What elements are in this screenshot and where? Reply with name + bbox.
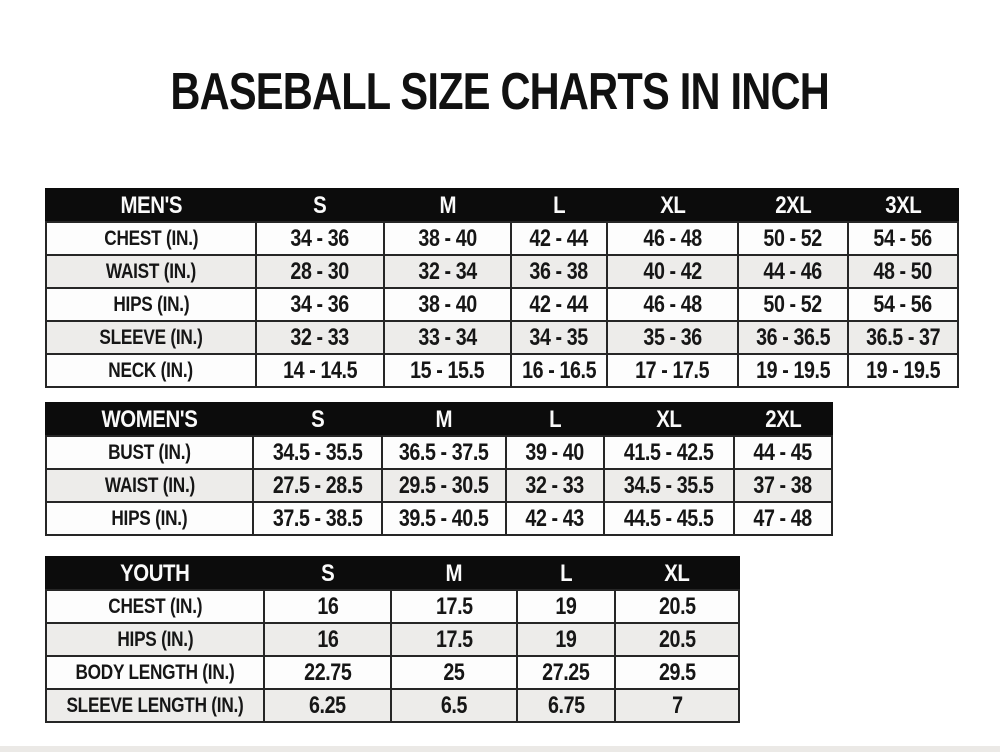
mens-size-table bbox=[45, 188, 959, 388]
row-label-text: CHEST (IN.) bbox=[104, 226, 198, 250]
header-cell-text: XL bbox=[659, 191, 686, 219]
row-label-text: SLEEVE (IN.) bbox=[99, 325, 203, 349]
header-cell-text: M bbox=[445, 559, 463, 587]
row-label-text: WAIST (IN.) bbox=[104, 473, 195, 497]
header-cell-text: S bbox=[313, 191, 327, 219]
size-value-cell bbox=[391, 590, 517, 623]
size-value-cell bbox=[253, 436, 382, 469]
youth-table-row bbox=[46, 656, 739, 689]
size-value-text: 32 - 33 bbox=[290, 323, 350, 351]
size-value-cell bbox=[256, 354, 384, 387]
header-cell-text: YOUTH bbox=[120, 559, 190, 587]
youth-table-row bbox=[46, 590, 739, 623]
size-value-text: 42 - 44 bbox=[529, 290, 589, 318]
row-label bbox=[46, 321, 256, 354]
size-value-text: 40 - 42 bbox=[643, 257, 702, 285]
youth-table-row bbox=[46, 689, 739, 722]
size-value-text: 39 - 40 bbox=[525, 438, 585, 466]
size-value-text: 46 - 48 bbox=[643, 290, 702, 318]
header-cell-text: M bbox=[439, 191, 456, 219]
size-value-cell bbox=[264, 689, 391, 722]
size-value-cell bbox=[384, 288, 511, 321]
size-value-cell bbox=[511, 288, 607, 321]
size-value-cell bbox=[506, 436, 604, 469]
row-label bbox=[46, 623, 264, 656]
mens-table-row bbox=[46, 222, 958, 255]
size-value-cell bbox=[615, 623, 739, 656]
mens-header-label bbox=[46, 189, 256, 222]
row-label-text: CHEST (IN.) bbox=[108, 594, 202, 618]
youth-header-label bbox=[46, 557, 264, 590]
row-label-text: NECK (IN.) bbox=[108, 358, 194, 382]
header-cell-text: 2XL bbox=[764, 405, 802, 433]
size-value-cell bbox=[604, 469, 734, 502]
youth-header-size-xl bbox=[615, 557, 739, 590]
womens-table-row bbox=[46, 436, 832, 469]
size-value-cell bbox=[256, 255, 384, 288]
size-value-cell bbox=[382, 469, 506, 502]
header-cell-text: 3XL bbox=[884, 191, 922, 219]
size-value-cell bbox=[848, 321, 958, 354]
size-value-cell bbox=[734, 436, 832, 469]
size-value-cell bbox=[604, 436, 734, 469]
size-value-text: 16 bbox=[316, 625, 339, 653]
size-value-text: 29.5 - 30.5 bbox=[399, 471, 489, 499]
womens-header-size-m bbox=[382, 403, 506, 436]
size-value-cell bbox=[615, 590, 739, 623]
mens-table-row bbox=[46, 288, 958, 321]
size-value-cell bbox=[607, 255, 738, 288]
mens-table-row bbox=[46, 255, 958, 288]
size-value-cell bbox=[511, 354, 607, 387]
header-cell-text: S bbox=[310, 405, 325, 433]
row-label bbox=[46, 590, 264, 623]
row-label bbox=[46, 255, 256, 288]
size-value-text: 41.5 - 42.5 bbox=[624, 438, 714, 466]
size-value-text: 14 - 14.5 bbox=[282, 356, 357, 384]
youth-size-table bbox=[45, 556, 740, 723]
row-label-text: SLEEVE LENGTH (IN.) bbox=[66, 693, 244, 717]
size-value-text: 54 - 56 bbox=[873, 290, 933, 318]
size-value-cell bbox=[615, 689, 739, 722]
header-cell-text: XL bbox=[664, 559, 690, 587]
womens-size-table bbox=[45, 402, 833, 536]
header-cell-text: L bbox=[552, 191, 566, 219]
size-value-text: 16 - 16.5 bbox=[521, 356, 596, 384]
size-value-text: 15 - 15.5 bbox=[410, 356, 485, 384]
size-value-cell bbox=[734, 502, 832, 535]
size-value-cell bbox=[607, 354, 738, 387]
size-value-text: 46 - 48 bbox=[643, 224, 702, 252]
size-value-text: 44 - 45 bbox=[753, 438, 813, 466]
page-bottom-strip bbox=[0, 746, 1000, 752]
page-title-text: BASEBALL SIZE CHARTS IN INCH bbox=[170, 63, 830, 121]
size-value-text: 37 - 38 bbox=[753, 471, 813, 499]
row-label-text: HIPS (IN.) bbox=[116, 627, 193, 651]
size-value-cell bbox=[517, 656, 615, 689]
size-value-cell bbox=[382, 436, 506, 469]
size-value-text: 27.5 - 28.5 bbox=[272, 471, 363, 499]
size-value-text: 36.5 - 37.5 bbox=[399, 438, 489, 466]
size-value-text: 34.5 - 35.5 bbox=[272, 438, 363, 466]
row-label bbox=[46, 288, 256, 321]
mens-header-size-2xl bbox=[738, 189, 848, 222]
womens-header-size-2xl bbox=[734, 403, 832, 436]
header-cell-text: 2XL bbox=[774, 191, 812, 219]
size-value-text: 50 - 52 bbox=[763, 290, 823, 318]
size-value-cell bbox=[382, 502, 506, 535]
mens-table-row bbox=[46, 321, 958, 354]
size-value-cell bbox=[391, 656, 517, 689]
size-value-cell bbox=[738, 288, 848, 321]
size-value-text: 16 bbox=[316, 592, 339, 620]
size-value-text: 6.5 bbox=[440, 691, 468, 719]
size-value-cell bbox=[517, 623, 615, 656]
size-value-text: 19 bbox=[555, 625, 577, 653]
size-value-text: 17 - 17.5 bbox=[635, 356, 710, 384]
size-value-text: 42 - 43 bbox=[525, 504, 585, 532]
size-value-text: 20.5 bbox=[658, 625, 696, 653]
size-value-cell bbox=[384, 222, 511, 255]
size-value-text: 36 - 38 bbox=[529, 257, 589, 285]
size-value-cell bbox=[506, 469, 604, 502]
row-label bbox=[46, 354, 256, 387]
header-cell-text: XL bbox=[656, 405, 682, 433]
size-value-text: 36 - 36.5 bbox=[755, 323, 830, 351]
womens-table-row bbox=[46, 469, 832, 502]
size-value-text: 54 - 56 bbox=[873, 224, 933, 252]
womens-header-row bbox=[46, 403, 832, 436]
row-label-text: HIPS (IN.) bbox=[111, 506, 188, 530]
mens-table-row bbox=[46, 354, 958, 387]
size-value-text: 35 - 36 bbox=[643, 323, 702, 351]
youth-header-row bbox=[46, 557, 739, 590]
womens-header-size-xl bbox=[604, 403, 734, 436]
size-value-cell bbox=[848, 222, 958, 255]
header-cell-text: WOMEN'S bbox=[101, 405, 198, 433]
size-value-cell bbox=[256, 321, 384, 354]
size-value-text: 47 - 48 bbox=[753, 504, 813, 532]
size-value-cell bbox=[738, 321, 848, 354]
size-value-cell bbox=[511, 321, 607, 354]
row-label-text: WAIST (IN.) bbox=[105, 259, 197, 283]
mens-header-size-xl bbox=[607, 189, 738, 222]
size-value-cell bbox=[384, 354, 511, 387]
size-value-cell bbox=[738, 222, 848, 255]
size-value-text: 33 - 34 bbox=[418, 323, 477, 351]
size-value-cell bbox=[848, 288, 958, 321]
row-label bbox=[46, 222, 256, 255]
header-cell-text: L bbox=[559, 559, 572, 587]
mens-header-size-l bbox=[511, 189, 607, 222]
youth-header-size-s bbox=[264, 557, 391, 590]
mens-header-row bbox=[46, 189, 958, 222]
size-value-text: 25 bbox=[443, 658, 465, 686]
size-value-text: 19 - 19.5 bbox=[755, 356, 830, 384]
size-value-cell bbox=[511, 255, 607, 288]
size-value-text: 39.5 - 40.5 bbox=[399, 504, 489, 532]
size-value-text: 6.75 bbox=[547, 691, 585, 719]
header-cell-text: S bbox=[320, 559, 335, 587]
size-value-text: 17.5 bbox=[435, 592, 473, 620]
size-value-cell bbox=[253, 469, 382, 502]
size-value-text: 34 - 35 bbox=[529, 323, 589, 351]
size-value-cell bbox=[517, 689, 615, 722]
row-label-text: HIPS (IN.) bbox=[112, 292, 189, 316]
youth-header-size-m bbox=[391, 557, 517, 590]
row-label-text: BUST (IN.) bbox=[108, 440, 191, 464]
size-value-text: 22.75 bbox=[303, 658, 352, 686]
size-value-cell bbox=[256, 288, 384, 321]
size-value-text: 34.5 - 35.5 bbox=[624, 471, 714, 499]
youth-header-size-l bbox=[517, 557, 615, 590]
size-value-cell bbox=[517, 590, 615, 623]
size-value-text: 50 - 52 bbox=[763, 224, 823, 252]
size-value-cell bbox=[391, 689, 517, 722]
size-value-text: 42 - 44 bbox=[529, 224, 589, 252]
size-value-text: 38 - 40 bbox=[418, 224, 477, 252]
row-label bbox=[46, 502, 253, 535]
header-cell-text: M bbox=[435, 405, 453, 433]
womens-header-size-l bbox=[506, 403, 604, 436]
size-value-cell bbox=[506, 502, 604, 535]
womens-header-label bbox=[46, 403, 253, 436]
row-label-text: BODY LENGTH (IN.) bbox=[75, 660, 235, 684]
size-value-cell bbox=[607, 222, 738, 255]
size-value-text: 19 bbox=[555, 592, 577, 620]
size-value-text: 19 - 19.5 bbox=[865, 356, 940, 384]
size-value-cell bbox=[391, 623, 517, 656]
size-value-cell bbox=[264, 656, 391, 689]
size-value-text: 32 - 33 bbox=[525, 471, 585, 499]
size-value-cell bbox=[607, 321, 738, 354]
mens-header-size-m bbox=[384, 189, 511, 222]
row-label bbox=[46, 436, 253, 469]
size-value-text: 29.5 bbox=[658, 658, 696, 686]
size-value-text: 38 - 40 bbox=[418, 290, 477, 318]
size-value-cell bbox=[615, 656, 739, 689]
header-cell-text: L bbox=[548, 405, 562, 433]
size-value-text: 36.5 - 37 bbox=[865, 323, 940, 351]
size-value-text: 44 - 46 bbox=[763, 257, 823, 285]
size-value-cell bbox=[384, 255, 511, 288]
size-value-cell bbox=[264, 623, 391, 656]
row-label bbox=[46, 469, 253, 502]
size-value-text: 28 - 30 bbox=[290, 257, 350, 285]
size-value-cell bbox=[604, 502, 734, 535]
size-value-text: 27.25 bbox=[542, 658, 590, 686]
size-value-text: 6.25 bbox=[309, 691, 346, 719]
size-value-cell bbox=[738, 354, 848, 387]
youth-table-row bbox=[46, 623, 739, 656]
size-value-text: 34 - 36 bbox=[290, 290, 350, 318]
mens-header-size-s bbox=[256, 189, 384, 222]
mens-header-size-3xl bbox=[848, 189, 958, 222]
size-value-cell bbox=[256, 222, 384, 255]
size-value-cell bbox=[848, 354, 958, 387]
page-title bbox=[0, 62, 1000, 122]
size-value-cell bbox=[848, 255, 958, 288]
size-value-text: 20.5 bbox=[658, 592, 696, 620]
size-value-text: 37.5 - 38.5 bbox=[272, 504, 363, 532]
womens-header-size-s bbox=[253, 403, 382, 436]
size-value-cell bbox=[264, 590, 391, 623]
size-value-cell bbox=[607, 288, 738, 321]
size-value-cell bbox=[511, 222, 607, 255]
size-value-cell bbox=[734, 469, 832, 502]
size-value-cell bbox=[253, 502, 382, 535]
size-value-text: 34 - 36 bbox=[290, 224, 350, 252]
header-cell-text: MEN'S bbox=[120, 191, 182, 219]
size-value-text: 17.5 bbox=[435, 625, 473, 653]
row-label bbox=[46, 689, 264, 722]
size-value-text: 48 - 50 bbox=[873, 257, 933, 285]
size-value-cell bbox=[738, 255, 848, 288]
size-value-text: 32 - 34 bbox=[418, 257, 477, 285]
womens-table-row bbox=[46, 502, 832, 535]
row-label bbox=[46, 656, 264, 689]
size-value-cell bbox=[384, 321, 511, 354]
size-value-text: 44.5 - 45.5 bbox=[624, 504, 714, 532]
size-value-text: 7 bbox=[671, 691, 683, 719]
